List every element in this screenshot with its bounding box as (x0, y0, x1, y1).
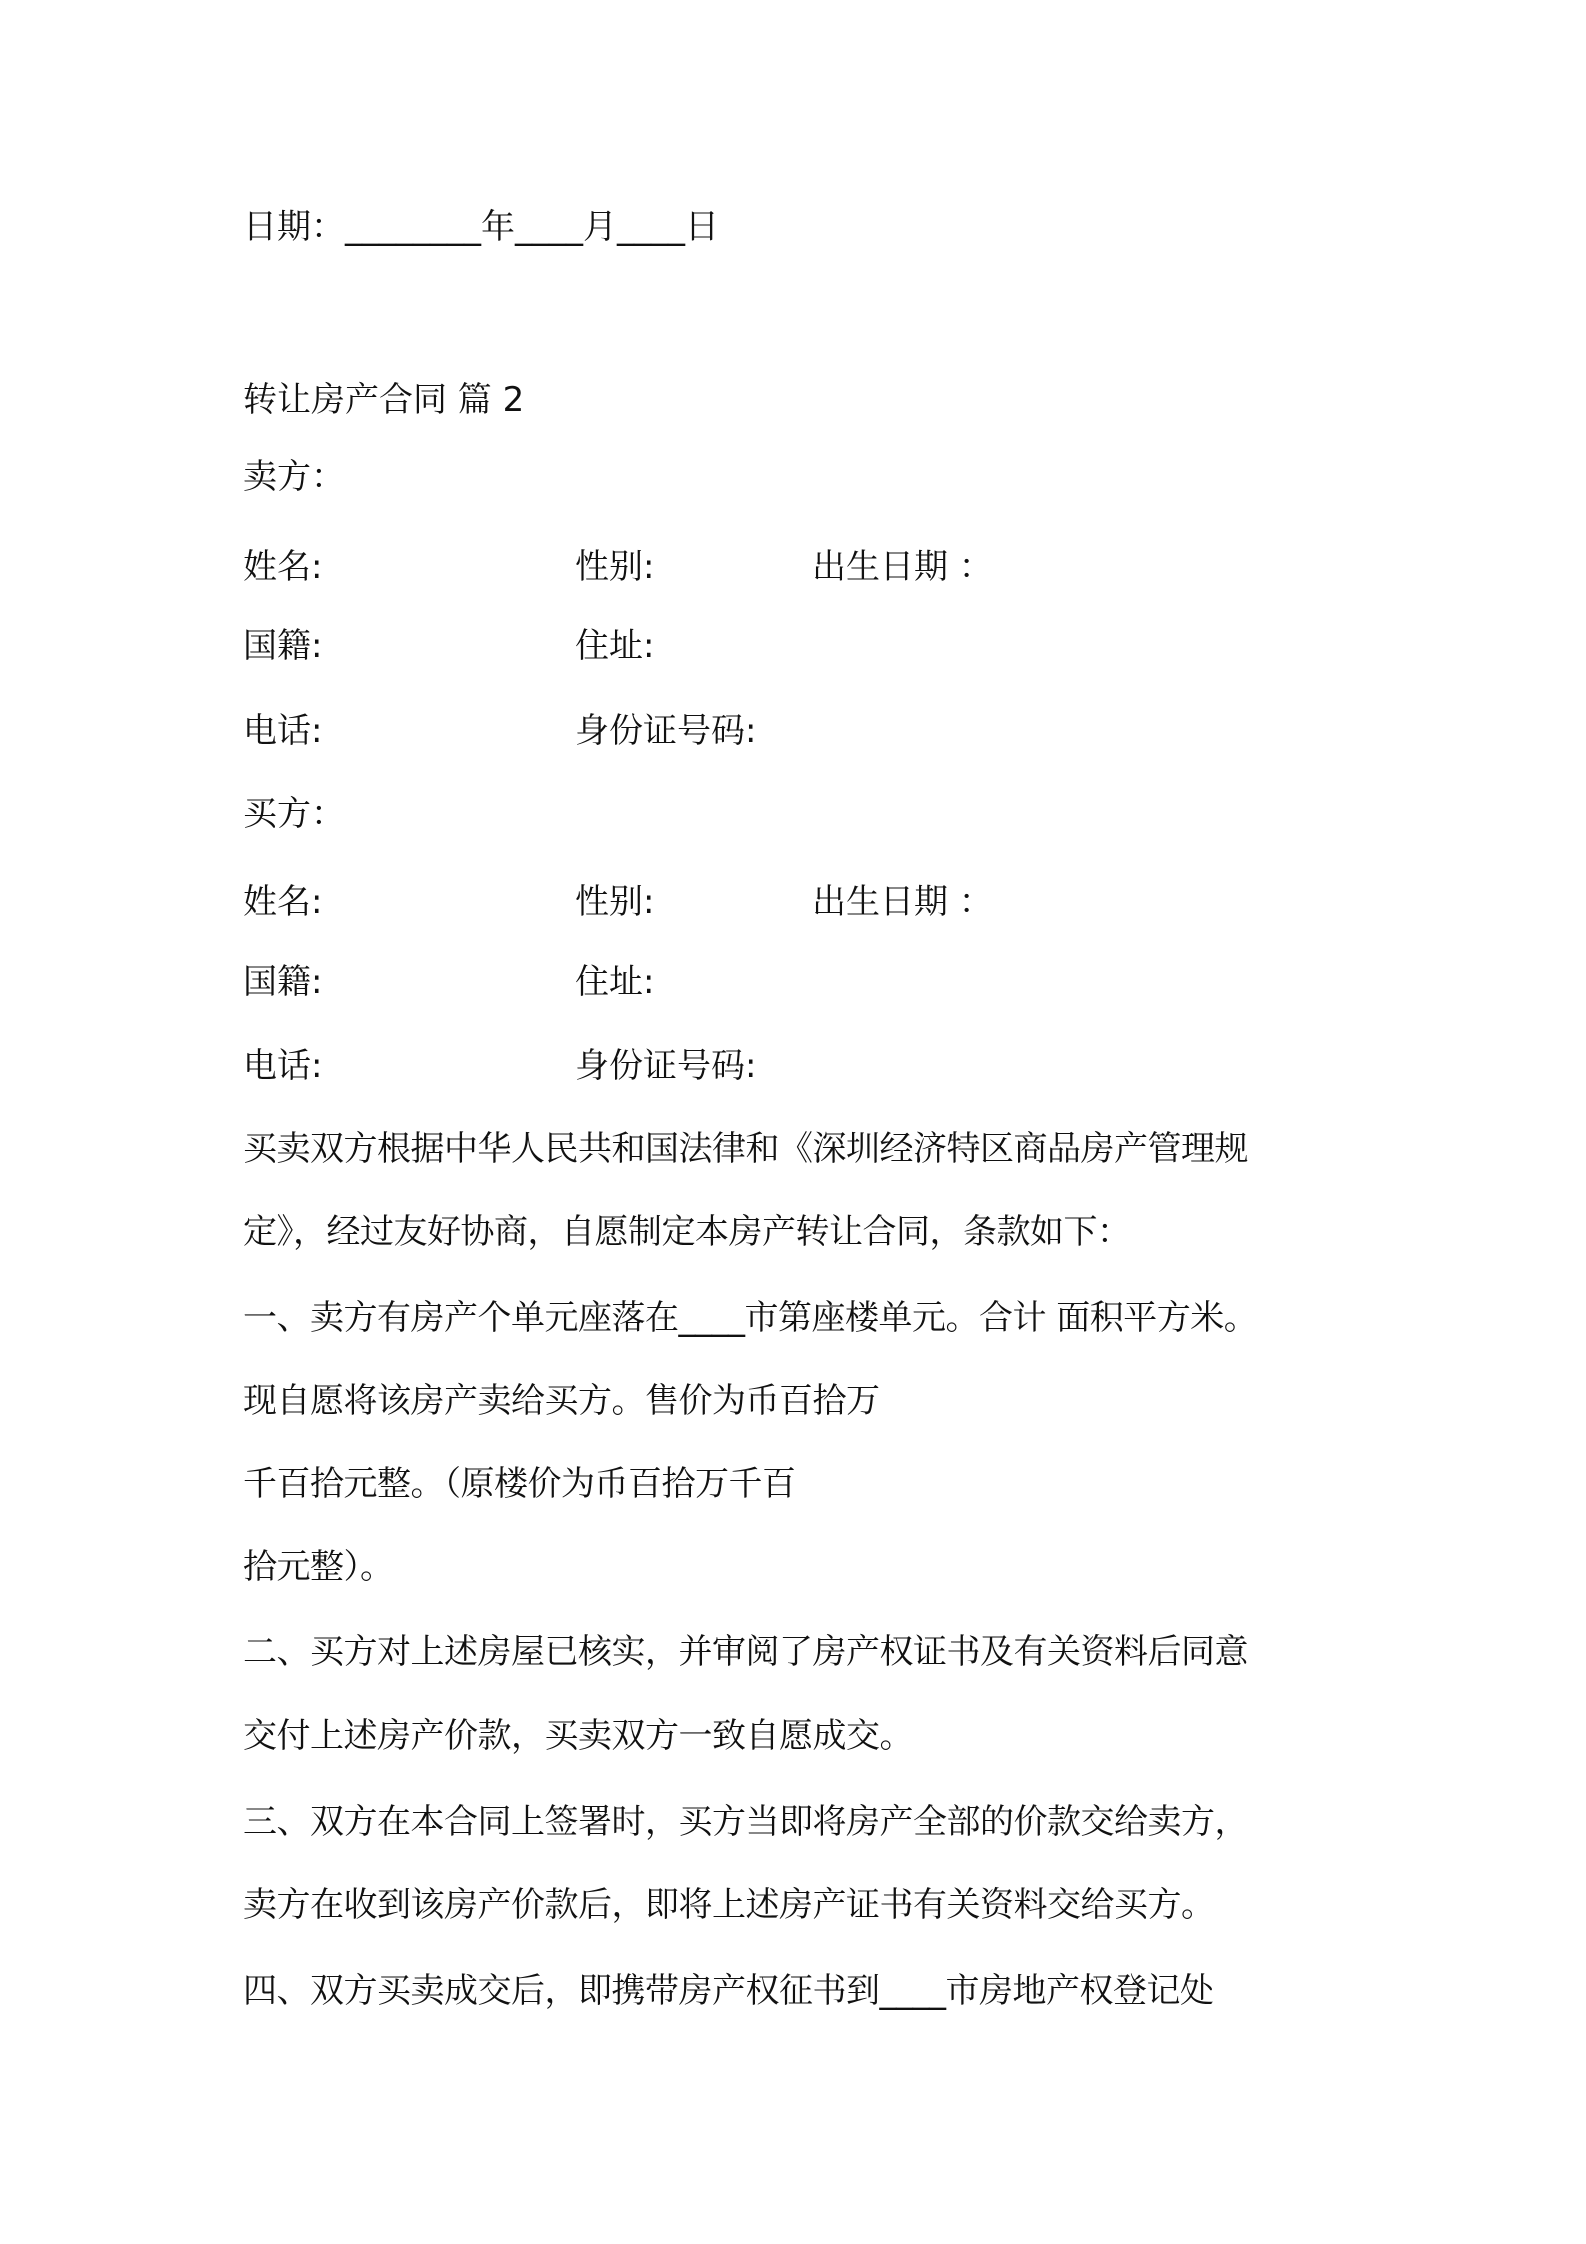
body-line: 定》，经过友好协商，自愿制定本房产转让合同，条款如下： (243, 1212, 1131, 1252)
seller-row-3 (243, 709, 1143, 753)
seller-address-label: 住址: (575, 626, 655, 666)
seller-row-2 (243, 624, 1143, 668)
body-line: 二、买方对上述房屋已核实，并审阅了房产权证书及有关资料后同意 (243, 1632, 1248, 1672)
body-line: 买卖双方根据中华人民共和国法律和《深圳经济特区商品房产管理规 (243, 1129, 1248, 1169)
body-line: 一、卖方有房产个单元座落在____市第座楼单元。合计 面积平方米。 (243, 1298, 1258, 1338)
buyer-address-label: 住址: (575, 962, 655, 1002)
seller-nationality-label: 国籍: (243, 626, 323, 666)
body-line: 四、双方买卖成交后，即携带房产权征书到____市房地产权登记处 (243, 1971, 1214, 2011)
buyer-gender-label: 性别: (575, 882, 655, 922)
seller-phone-label: 电话: (243, 711, 323, 751)
seller-heading: 卖方： (243, 457, 345, 497)
seller-birth-label: 出生日期 ： (812, 547, 993, 587)
buyer-row-2 (243, 960, 1143, 1004)
seller-id-label: 身份证号码: (575, 711, 757, 751)
body-line: 卖方在收到该房产价款后，即将上述房产证书有关资料交给买方。 (243, 1885, 1215, 1925)
buyer-phone-label: 电话: (243, 1046, 323, 1086)
body-line: 千百拾元整。（原楼价为币百拾万千百 (243, 1464, 796, 1504)
buyer-nationality-label: 国籍: (243, 962, 323, 1002)
body-line: 拾元整）。 (243, 1547, 394, 1587)
buyer-name-label: 姓名: (243, 882, 323, 922)
seller-name-label: 姓名: (243, 547, 323, 587)
buyer-row-1 (243, 880, 1143, 924)
seller-row-1 (243, 545, 1143, 589)
buyer-birth-label: 出生日期 ： (812, 882, 993, 922)
body-line: 三、双方在本合同上签署时，买方当即将房产全部的价款交给卖方， (243, 1802, 1248, 1842)
body-line: 交付上述房产价款，买卖双方一致自愿成交。 (243, 1716, 913, 1756)
buyer-row-3 (243, 1044, 1143, 1088)
buyer-heading: 买方： (243, 794, 345, 834)
seller-gender-label: 性别: (575, 547, 655, 587)
buyer-id-label: 身份证号码: (575, 1046, 757, 1086)
section-title: 转让房产合同 篇 2 (243, 380, 525, 420)
date-line: 日期：________年____月____日 (243, 207, 719, 247)
body-line: 现自愿将该房产卖给买方。售价为币百拾万 (243, 1381, 880, 1421)
